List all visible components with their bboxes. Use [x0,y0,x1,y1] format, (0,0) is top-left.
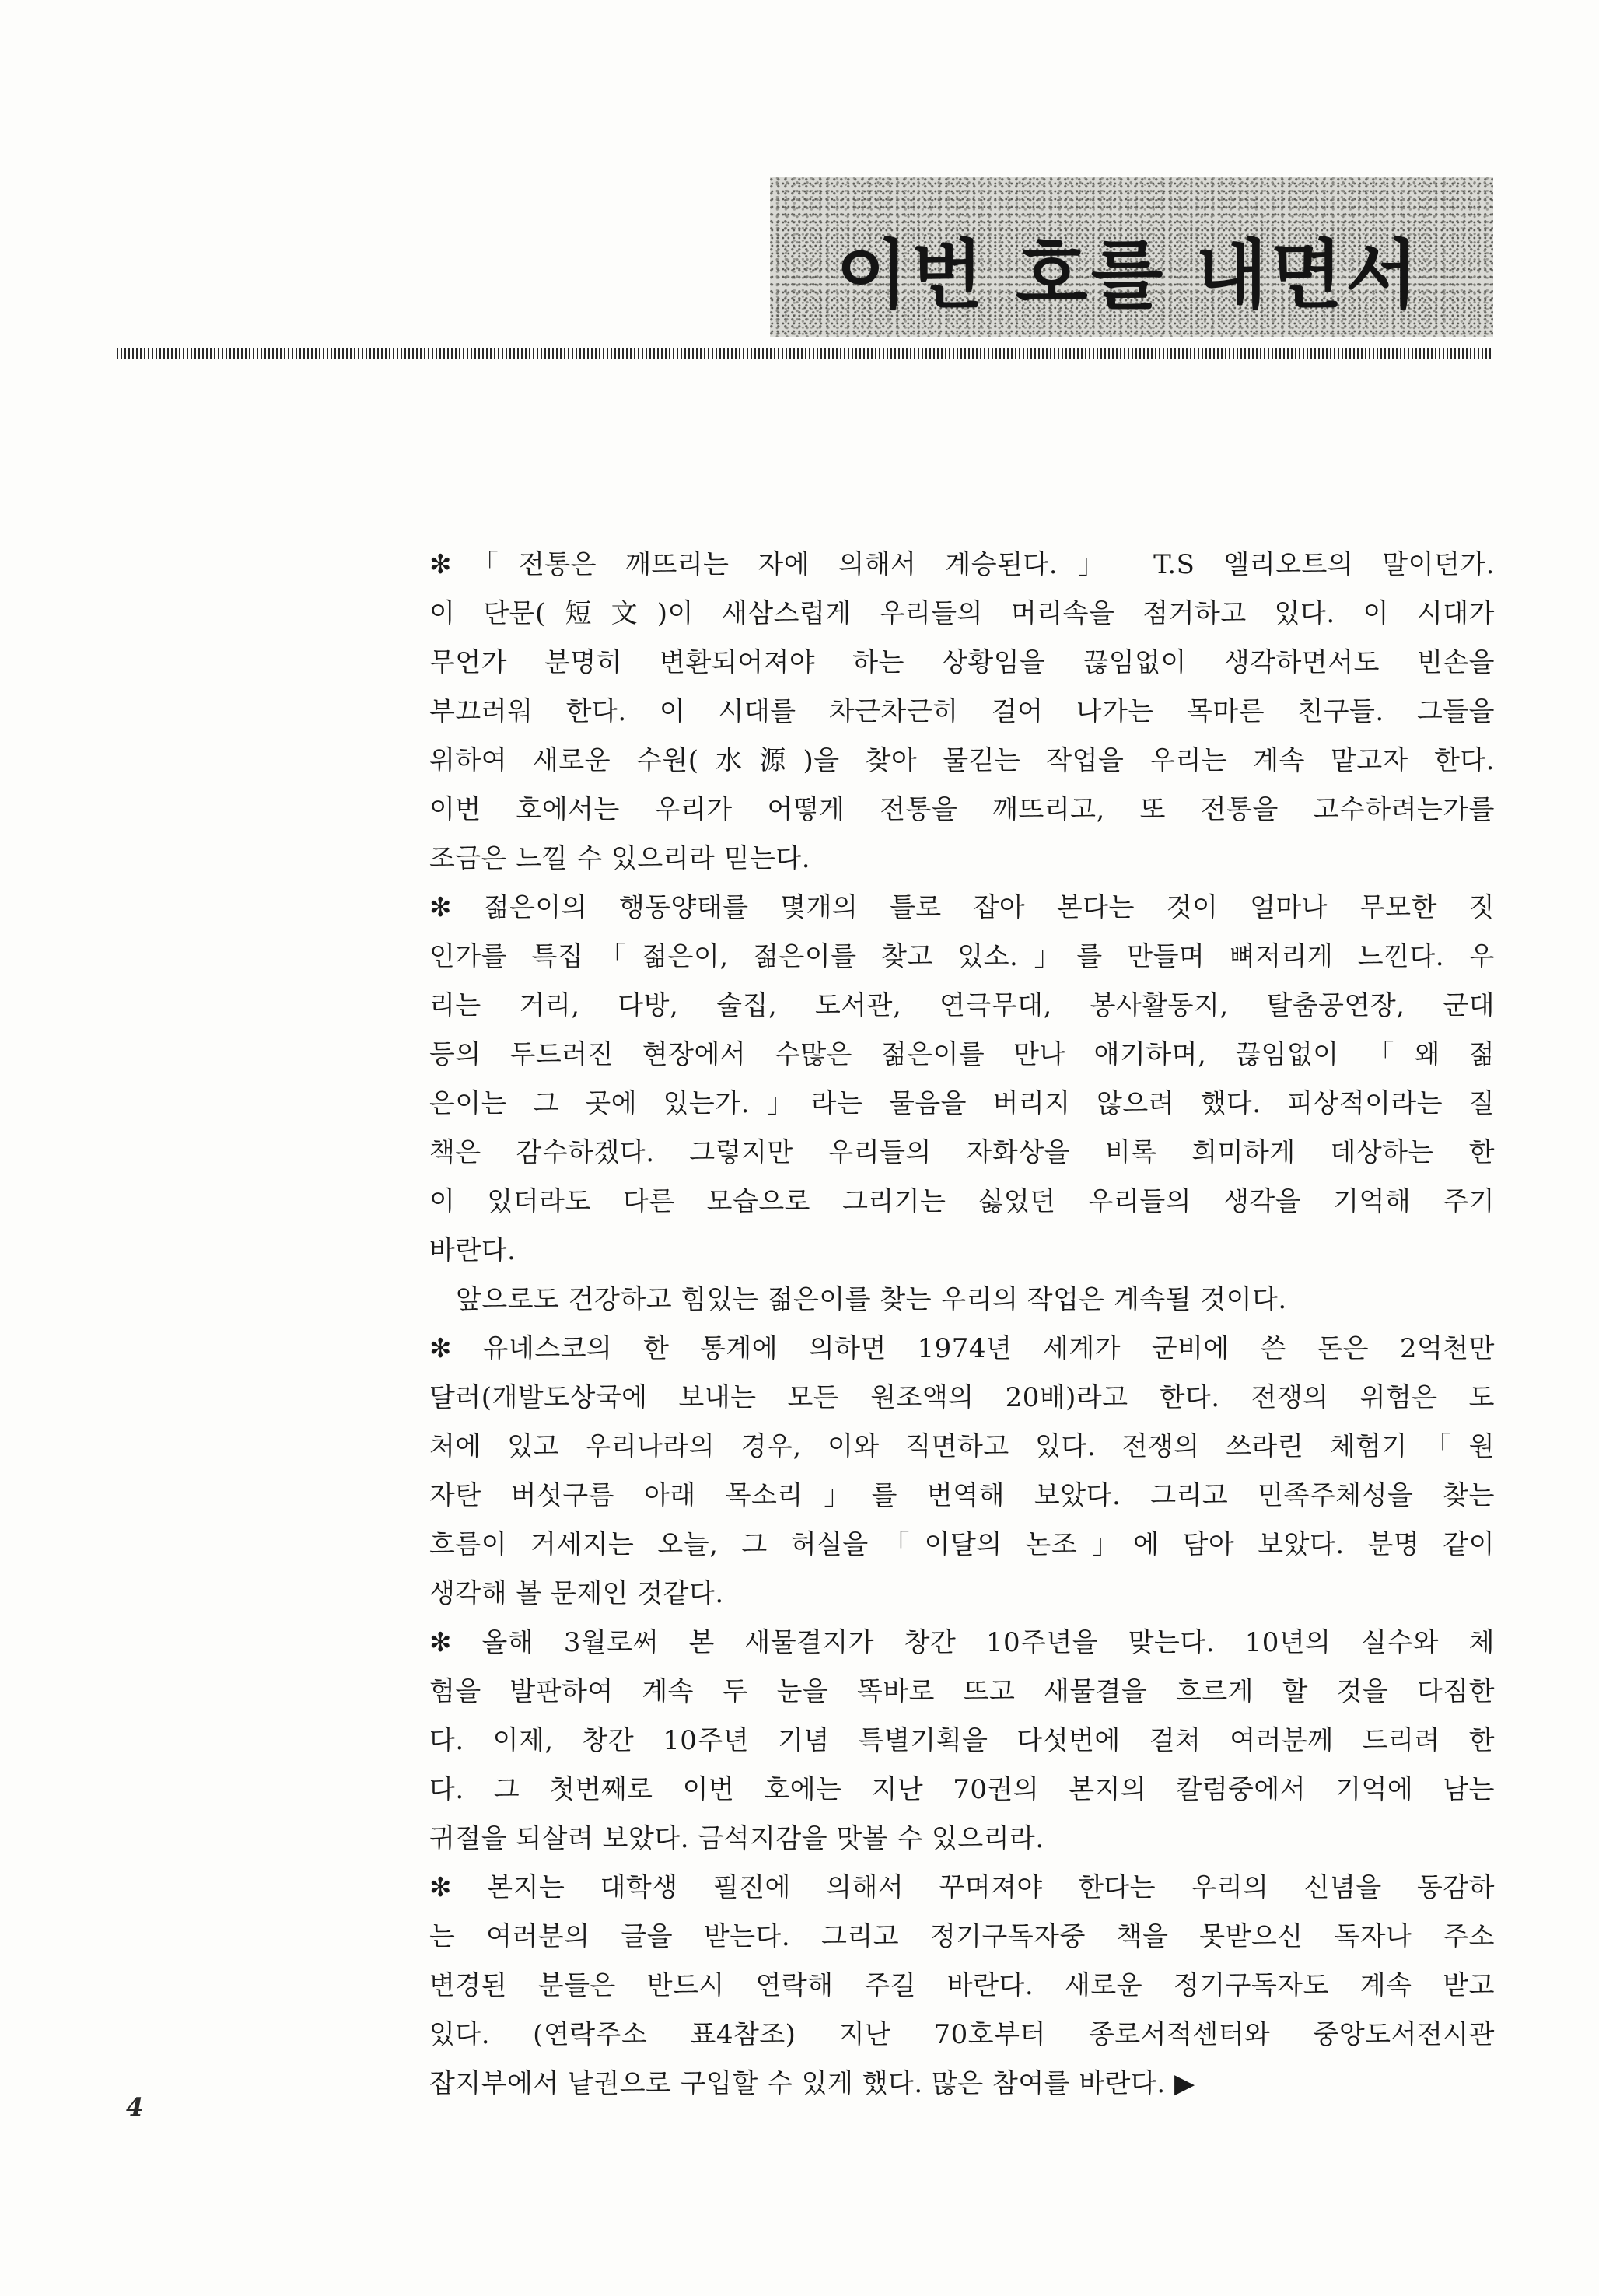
text-line: 조금은 느낄 수 있으리라 믿는다. [429,843,811,874]
text-line: 흐름이 거세지는 오늘, 그 허실을「이달의 논조」에 담아 보았다. 분명 같이 [429,1529,1495,1560]
text-line: 다. 이제, 창간 10주년 기념 특별기획을 다섯번에 걸쳐 여러분께 드리려 한 [429,1725,1495,1756]
text-line: 처에 있고 우리나라의 경우, 이와 직면하고 있다. 전쟁의 쓰라린 체험기「원 [429,1431,1495,1462]
text-line: 책은 감수하겠다. 그렇지만 우리들의 자화상을 비록 희미하게 데상하는 한 [429,1137,1495,1168]
text-line: ✻ 본지는 대학생 필진에 의해서 꾸며져야 한다는 우리의 신념을 동감하 [429,1872,1495,1903]
text-line: 은이는 그 곳에 있는가.」라는 물음을 버리지 않으려 했다. 피상적이라는 질 [429,1088,1495,1119]
text-line: 이 있더라도 다른 모습으로 그리기는 싫었던 우리들의 생각을 기억해 주기 [429,1186,1495,1217]
text-line: 위하여 새로운 수원(水源)을 찾아 물긷는 작업을 우리는 계속 맡고자 한다. [429,745,1495,776]
editorial-body [429,541,1495,2109]
text-line: 변경된 분들은 반드시 연락해 주길 바란다. 새로운 정기구독자도 계속 받고 [429,1970,1495,2001]
text-line: 바란다. [429,1235,516,1266]
text-line: ✻ 올해 3월로써 본 새물결지가 창간 10주년을 맞는다. 10년의 실수와 체 [429,1627,1495,1658]
text-line: 리는 거리, 다방, 술집, 도서관, 연극무대, 봉사활동지, 탈춤공연장, 군대 [429,990,1495,1021]
text-line: 다. 그 첫번째로 이번 호에는 지난 70권의 본지의 칼럼중에서 기억에 남는 [429,1774,1495,1805]
text-line: 잡지부에서 낱권으로 구입할 수 있게 했다. 많은 참여를 바란다. ▶ [429,2068,1195,2099]
text-line: ✻ 젊은이의 행동양태를 몇개의 틀로 잡아 본다는 것이 얼마나 무모한 짓 [429,892,1495,923]
text-line: 등의 두드러진 현장에서 수많은 젊은이를 만나 얘기하며, 끊임없이 「왜 젊 [429,1039,1495,1070]
text-line: 부끄러워 한다. 이 시대를 차근차근히 걸어 나가는 목마른 친구들. 그들을 [429,696,1495,727]
text-line: 는 여러분의 글을 받는다. 그리고 정기구독자중 책을 못받으신 독자나 주소 [429,1921,1495,1952]
text-line: ✻ 유네스코의 한 통계에 의하면 1974년 세계가 군비에 쓴 돈은 2억천만 [429,1333,1495,1364]
dotted-divider [117,348,1493,359]
text-line: 무언가 분명히 변환되어져야 하는 상황임을 끊임없이 생각하면서도 빈손을 [429,647,1495,678]
page-title: 이번 호를 내면서 [836,232,1421,319]
text-line: 달러(개발도상국에 보내는 모든 원조액의 20배)라고 한다. 전쟁의 위험은 도 [429,1382,1495,1413]
text-line: 앞으로도 건강하고 힘있는 젊은이를 찾는 우리의 작업은 계속될 것이다. [456,1284,1287,1315]
text-line: 이 단문(短文)이 새삼스럽게 우리들의 머리속을 점거하고 있다. 이 시대가 [429,598,1495,629]
page-number: 4 [126,2092,144,2122]
text-line: 생각해 볼 문제인 것같다. [429,1578,724,1609]
text-line: 이번 호에서는 우리가 어떻게 전통을 깨뜨리고, 또 전통을 고수하려는가를 [429,794,1495,825]
text-line: 있다. (연락주소 표4참조) 지난 70호부터 종로서적센터와 중앙도서전시관 [429,2019,1495,2050]
text-line: 귀절을 되살려 보았다. 금석지감을 맛볼 수 있으리라. [429,1823,1044,1854]
text-line: 자탄 버섯구름 아래 목소리」를 번역해 보았다. 그리고 민족주체성을 찾는 [429,1480,1495,1511]
text-line: 험을 발판하여 계속 두 눈을 똑바로 뜨고 새물결을 흐르게 할 것을 다짐한 [429,1676,1495,1707]
text-line: 인가를 특집「젊은이, 젊은이를 찾고 있소.」를 만들며 뼈저리게 느낀다. 우 [429,941,1495,972]
text-line: ✻「전통은 깨뜨리는 자에 의해서 계승된다.」 T.S 엘리오트의 말이던가. [429,549,1495,580]
